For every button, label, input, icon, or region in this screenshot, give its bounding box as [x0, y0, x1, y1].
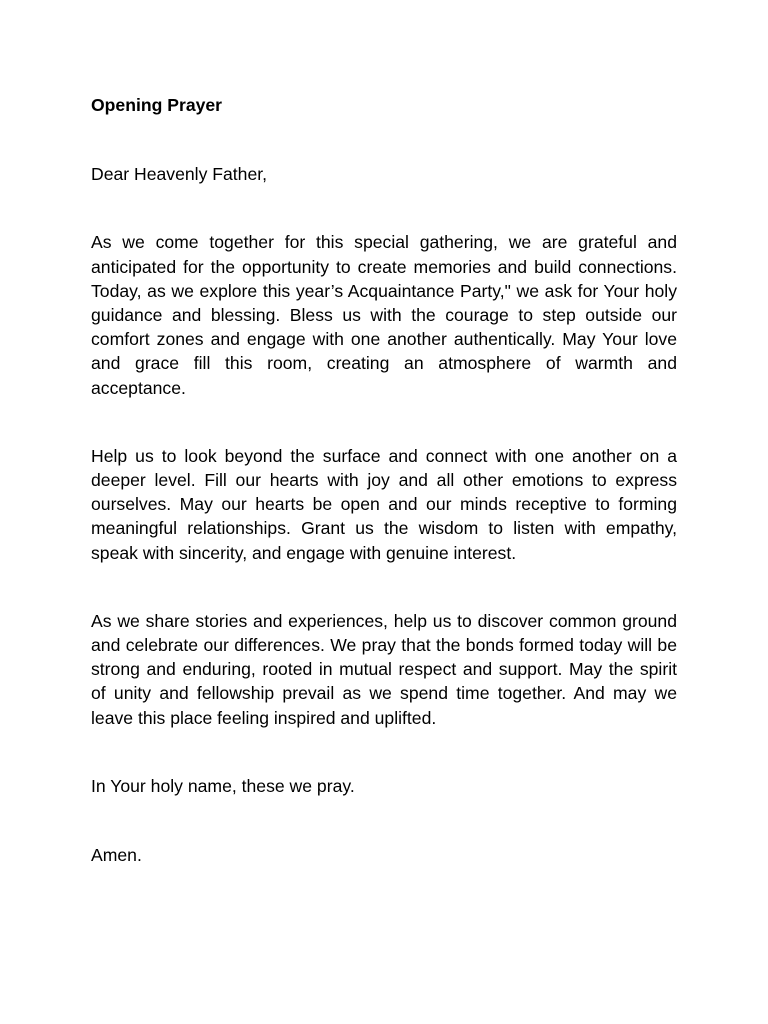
paragraph-3: As we share stories and experiences, help us to discover common ground and celebrate our differences. We pray that the bonds formed today will be strong and enduring, rooted in mutual respect and support. May the spirit of unity and fellowship prevail as we spend time together. And may we leave this place feeling inspired and uplifted. — [91, 610, 677, 728]
paragraph-2: Help us to look beyond the surface and connect with one another on a deeper level. Fill our hearts with joy and all other emotions to express ourselves. May our hearts be open and our minds receptive to forming meaningful relationships. Grant us the wisdom to listen with empathy, speak with sincerity, and engage with genuine interest. — [91, 445, 677, 563]
paragraph-1: As we come together for this special gathering, we are grateful and anticipated for the opportunity to create memories and build connections. Today, as we explore this year’s Acquaintance Party," we ask for Your holy guidance and blessing. Bless us with the courage to step outside our comfort zones and engage with one another authentically. May Your love and grace fill this room, creating an atmosphere of warmth and acceptance. — [91, 232, 677, 398]
closing-line: In Your holy name, these we pray. — [91, 775, 355, 796]
salutation: Dear Heavenly Father, — [91, 164, 268, 185]
amen-line: Amen. — [91, 845, 142, 866]
document-title: Opening Prayer — [91, 95, 223, 115]
document-page — [91, 93, 677, 867]
